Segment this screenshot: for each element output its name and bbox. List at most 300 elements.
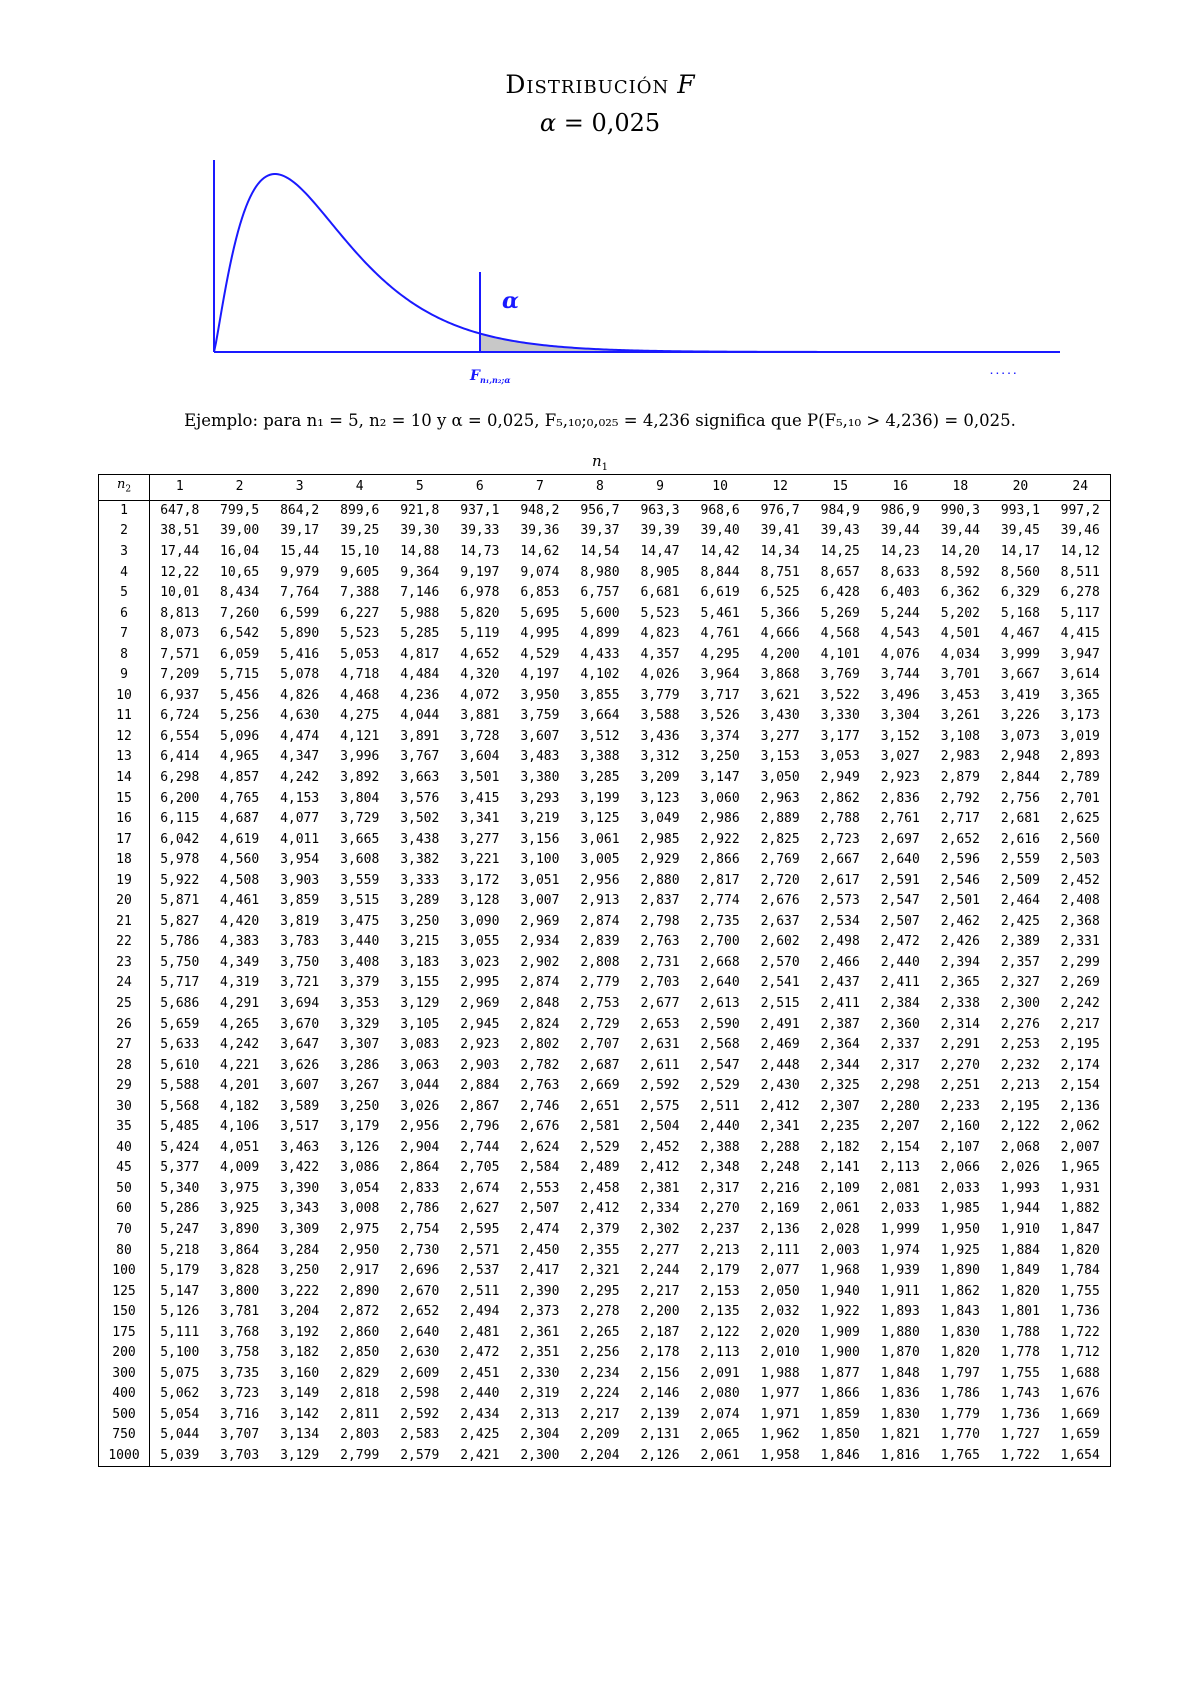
value-cell: 8,980 (580, 564, 620, 580)
table-row (99, 521, 1111, 542)
value-cell: 1,801 (1000, 1304, 1040, 1320)
table-row (99, 932, 1111, 953)
value-cell: 8,813 (160, 605, 200, 621)
n2-cell: 26 (99, 1014, 150, 1035)
value-cell: 4,265 (220, 1016, 260, 1032)
value-cell: 3,868 (760, 667, 800, 683)
table-row (99, 1096, 1111, 1117)
value-cell: 2,904 (400, 1139, 440, 1155)
value-cell: 2,798 (640, 913, 680, 929)
table-row (99, 1076, 1111, 1097)
value-cell: 3,475 (340, 913, 380, 929)
value-cell: 2,839 (580, 934, 620, 950)
value-cell: 2,440 (460, 1386, 500, 1402)
value-cell: 2,388 (700, 1139, 740, 1155)
value-cell: 3,501 (460, 769, 500, 785)
value-cell: 2,109 (820, 1180, 860, 1196)
value-cell: 1,676 (1050, 1384, 1110, 1405)
value-cell: 2,546 (940, 872, 980, 888)
value-cell: 4,153 (280, 790, 320, 806)
value-cell: 8,844 (700, 564, 740, 580)
value-cell: 2,789 (1050, 768, 1110, 789)
value-cell: 3,721 (280, 975, 320, 991)
value-cell: 2,969 (520, 913, 560, 929)
value-cell: 3,343 (280, 1201, 320, 1217)
value-cell: 3,647 (280, 1037, 320, 1053)
value-cell: 2,848 (520, 995, 560, 1011)
value-cell: 2,066 (940, 1160, 980, 1176)
value-cell: 2,390 (520, 1283, 560, 1299)
n2-cell: 5 (99, 583, 150, 604)
value-cell: 3,758 (220, 1345, 260, 1361)
value-cell: 2,669 (580, 1078, 620, 1094)
value-cell: 2,667 (820, 852, 860, 868)
value-cell: 4,291 (220, 995, 260, 1011)
n2-cell: 17 (99, 829, 150, 850)
value-cell: 1,712 (1050, 1343, 1110, 1364)
value-cell: 3,759 (520, 708, 560, 724)
value-cell: 3,250 (340, 1098, 380, 1114)
value-cell: 14,17 (1000, 543, 1040, 559)
value-cell: 2,836 (880, 790, 920, 806)
n1-column-header (0, 452, 1200, 473)
n1-header-16: 16 (870, 475, 930, 501)
value-cell: 1,993 (1000, 1180, 1040, 1196)
value-cell: 3,005 (580, 852, 620, 868)
f-distribution-table (98, 474, 1111, 1467)
value-cell: 3,950 (520, 687, 560, 703)
value-cell: 3,044 (400, 1078, 440, 1094)
value-cell: 2,568 (700, 1037, 740, 1053)
n2-cell: 100 (99, 1261, 150, 1282)
value-cell: 12,22 (160, 564, 200, 580)
value-cell: 2,074 (700, 1406, 740, 1422)
value-cell: 5,054 (160, 1406, 200, 1422)
value-cell: 2,321 (580, 1263, 620, 1279)
value-cell: 2,178 (640, 1345, 680, 1361)
value-cell: 2,136 (1050, 1096, 1110, 1117)
value-cell: 5,750 (160, 954, 200, 970)
value-cell: 2,975 (340, 1222, 380, 1237)
n1-header-5: 5 (390, 475, 450, 501)
value-cell: 5,922 (160, 872, 200, 888)
value-cell: 3,285 (580, 769, 620, 785)
value-cell: 2,430 (760, 1078, 800, 1094)
page-subtitle (0, 108, 1200, 138)
value-cell: 3,341 (460, 811, 500, 827)
table-row (99, 768, 1111, 789)
value-cell: 3,125 (580, 811, 620, 827)
value-cell: 14,20 (940, 543, 980, 559)
value-cell: 2,277 (640, 1242, 680, 1258)
value-cell: 2,440 (700, 1119, 740, 1135)
value-cell: 968,6 (700, 502, 740, 518)
value-cell: 2,135 (700, 1304, 740, 1320)
value-cell: 3,768 (220, 1324, 260, 1340)
value-cell: 1,722 (990, 1446, 1050, 1467)
value-cell: 2,434 (460, 1406, 500, 1422)
value-cell: 1,784 (1050, 1261, 1110, 1282)
value-cell: 1,770 (940, 1427, 980, 1443)
value-cell: 1,846 (810, 1446, 870, 1467)
value-cell: 8,905 (640, 564, 680, 580)
value-cell: 2,136 (760, 1222, 800, 1237)
value-cell: 2,880 (640, 872, 680, 888)
value-cell: 2,050 (760, 1283, 800, 1299)
value-cell: 39,40 (700, 523, 740, 539)
value-cell: 2,995 (460, 975, 500, 991)
value-cell: 4,200 (760, 646, 800, 662)
value-cell: 39,25 (340, 523, 380, 539)
value-cell: 2,504 (640, 1119, 680, 1135)
value-cell: 3,422 (280, 1160, 320, 1176)
n2-cell: 8 (99, 644, 150, 665)
n2-cell: 30 (99, 1096, 150, 1117)
value-cell: 2,700 (700, 934, 740, 950)
value-cell: 2,929 (640, 852, 680, 868)
value-cell: 4,011 (280, 831, 320, 847)
n2-cell: 25 (99, 994, 150, 1015)
value-cell: 2,507 (520, 1201, 560, 1217)
value-cell: 2,174 (1050, 1055, 1110, 1076)
value-cell: 5,715 (220, 667, 260, 683)
value-cell: 10,65 (220, 564, 260, 580)
n2-cell: 10 (99, 686, 150, 707)
value-cell: 4,718 (340, 667, 380, 683)
value-cell: 2,256 (580, 1345, 620, 1361)
value-cell: 2,676 (760, 893, 800, 909)
alpha-value: = 0,025 (563, 109, 661, 137)
table-row (99, 1322, 1111, 1343)
value-cell: 3,440 (340, 934, 380, 950)
value-cell: 4,415 (1050, 624, 1110, 645)
n2-cell: 16 (99, 809, 150, 830)
value-cell: 2,348 (700, 1160, 740, 1176)
value-cell: 2,412 (760, 1098, 800, 1114)
value-cell: 3,701 (940, 667, 980, 683)
value-cell: 2,360 (880, 1016, 920, 1032)
value-cell: 2,945 (460, 1016, 500, 1032)
n2-cell: 11 (99, 706, 150, 727)
density-curve (214, 174, 1050, 352)
value-cell: 2,681 (1000, 811, 1040, 827)
value-cell: 3,723 (220, 1386, 260, 1402)
value-cell: 1,820 (1050, 1240, 1110, 1261)
value-cell: 2,195 (1000, 1098, 1040, 1114)
value-cell: 2,466 (820, 954, 860, 970)
value-cell: 3,892 (340, 769, 380, 785)
value-cell: 2,956 (580, 872, 620, 888)
value-cell: 6,227 (340, 605, 380, 621)
value-cell: 17,44 (160, 543, 200, 559)
value-cell: 4,995 (520, 626, 560, 642)
value-cell: 3,947 (1050, 644, 1110, 665)
n2-cell: 19 (99, 870, 150, 891)
value-cell: 3,496 (880, 687, 920, 703)
value-cell: 6,115 (160, 811, 200, 827)
value-cell: 3,129 (270, 1446, 330, 1467)
value-cell: 39,44 (940, 523, 980, 539)
n2-cell: 45 (99, 1158, 150, 1179)
value-cell: 2,651 (580, 1098, 620, 1114)
value-cell: 2,233 (940, 1098, 980, 1114)
value-cell: 2,637 (760, 913, 800, 929)
value-cell: 899,6 (340, 502, 380, 518)
title-text: Distribución (505, 70, 670, 99)
value-cell: 2,344 (820, 1057, 860, 1073)
value-cell: 9,074 (520, 564, 560, 580)
value-cell: 1,910 (1000, 1222, 1040, 1237)
value-cell: 1,922 (820, 1304, 860, 1320)
value-cell: 2,763 (520, 1078, 560, 1094)
value-cell: 2,617 (820, 872, 860, 888)
value-cell: 1,999 (880, 1222, 920, 1237)
value-cell: 1,958 (750, 1446, 810, 1467)
table-row (99, 994, 1111, 1015)
value-cell: 14,88 (400, 543, 440, 559)
value-cell: 5,600 (580, 605, 620, 621)
value-cell: 2,687 (580, 1057, 620, 1073)
n1-subscript: 1 (601, 462, 609, 473)
value-cell: 2,153 (700, 1283, 740, 1299)
value-cell: 3,665 (340, 831, 380, 847)
value-cell: 2,182 (820, 1139, 860, 1155)
value-cell: 2,169 (760, 1201, 800, 1217)
value-cell: 2,425 (1000, 913, 1040, 929)
value-cell: 5,269 (820, 605, 860, 621)
value-cell: 2,515 (760, 995, 800, 1011)
value-cell: 3,522 (820, 687, 860, 703)
value-cell: 14,47 (640, 543, 680, 559)
value-cell: 1,820 (940, 1345, 980, 1361)
table-row (99, 665, 1111, 686)
value-cell: 2,729 (580, 1016, 620, 1032)
value-cell: 1,847 (1050, 1220, 1110, 1241)
value-cell: 4,508 (220, 872, 260, 888)
value-cell: 2,032 (760, 1304, 800, 1320)
f-density-figure (200, 160, 1060, 400)
value-cell: 3,576 (400, 790, 440, 806)
value-cell: 2,547 (880, 893, 920, 909)
n1-header-10: 10 (690, 475, 750, 501)
value-cell: 5,871 (160, 893, 200, 909)
value-cell: 1,977 (760, 1386, 800, 1402)
table-row (99, 1261, 1111, 1282)
value-cell: 4,106 (220, 1119, 260, 1135)
value-cell: 5,633 (160, 1037, 200, 1053)
value-cell: 3,222 (280, 1283, 320, 1299)
table-row (99, 727, 1111, 748)
value-cell: 3,250 (280, 1263, 320, 1279)
value-cell: 7,388 (340, 585, 380, 601)
value-cell: 3,430 (760, 708, 800, 724)
value-cell: 3,996 (340, 749, 380, 765)
value-cell: 3,589 (280, 1098, 320, 1114)
alpha-symbol: α (539, 109, 557, 137)
value-cell: 4,044 (400, 708, 440, 724)
value-cell: 2,874 (520, 975, 560, 991)
value-cell: 3,729 (340, 811, 380, 827)
table-row (99, 603, 1111, 624)
value-cell: 4,034 (940, 646, 980, 662)
value-cell: 2,507 (880, 913, 920, 929)
value-cell: 8,560 (1000, 564, 1040, 580)
value-cell: 4,077 (280, 811, 320, 827)
value-cell: 3,954 (280, 852, 320, 868)
value-cell: 2,541 (760, 975, 800, 991)
value-cell: 2,437 (820, 975, 860, 991)
value-cell: 2,640 (880, 852, 920, 868)
value-cell: 2,491 (760, 1016, 800, 1032)
value-cell: 1,939 (880, 1263, 920, 1279)
value-cell: 2,020 (760, 1324, 800, 1340)
value-cell: 2,139 (640, 1406, 680, 1422)
value-cell: 39,44 (880, 523, 920, 539)
value-cell: 948,2 (520, 502, 560, 518)
value-cell: 4,560 (220, 852, 260, 868)
value-cell: 1,944 (1000, 1201, 1040, 1217)
n1-header-4: 4 (330, 475, 390, 501)
alpha-tail-area (480, 334, 1050, 352)
value-cell: 3,999 (1000, 646, 1040, 662)
table-row (99, 1302, 1111, 1323)
value-cell: 2,269 (1050, 973, 1110, 994)
value-cell: 5,424 (160, 1139, 200, 1155)
value-cell: 5,285 (400, 626, 440, 642)
n2-subscript: 2 (125, 484, 132, 495)
value-cell: 2,361 (520, 1324, 560, 1340)
value-cell: 5,695 (520, 605, 560, 621)
value-cell: 2,867 (460, 1098, 500, 1114)
value-cell: 2,746 (520, 1098, 560, 1114)
value-cell: 2,010 (760, 1345, 800, 1361)
value-cell: 3,890 (220, 1222, 260, 1237)
value-cell: 1,659 (1050, 1425, 1110, 1446)
value-cell: 2,697 (880, 831, 920, 847)
value-cell: 5,988 (400, 605, 440, 621)
value-cell: 2,529 (580, 1139, 620, 1155)
value-cell: 1,816 (870, 1446, 930, 1467)
value-cell: 3,007 (520, 893, 560, 909)
value-cell: 14,25 (820, 543, 860, 559)
value-cell: 3,975 (220, 1180, 260, 1196)
value-cell: 937,1 (460, 502, 500, 518)
table-row (99, 1446, 1111, 1467)
value-cell: 5,827 (160, 913, 200, 929)
value-cell: 2,003 (820, 1242, 860, 1258)
value-cell: 2,825 (760, 831, 800, 847)
value-cell: 4,823 (640, 626, 680, 642)
value-cell: 647,8 (160, 502, 200, 518)
value-cell: 2,860 (340, 1324, 380, 1340)
value-cell: 2,950 (340, 1242, 380, 1258)
value-cell: 1,736 (1050, 1302, 1110, 1323)
value-cell: 3,182 (280, 1345, 320, 1361)
value-cell: 1,788 (1000, 1324, 1040, 1340)
value-cell: 2,411 (880, 975, 920, 991)
value-cell: 3,226 (1000, 708, 1040, 724)
n2-cell: 22 (99, 932, 150, 953)
value-cell: 4,072 (460, 687, 500, 703)
value-cell: 14,23 (880, 543, 920, 559)
value-cell: 2,503 (1050, 850, 1110, 871)
value-cell: 4,965 (220, 749, 260, 765)
value-cell: 4,009 (220, 1160, 260, 1176)
value-cell: 3,293 (520, 790, 560, 806)
value-cell: 2,985 (640, 831, 680, 847)
value-cell: 2,670 (400, 1283, 440, 1299)
value-cell: 3,663 (400, 769, 440, 785)
value-cell: 1,778 (1000, 1345, 1040, 1361)
n2-cell: 23 (99, 953, 150, 974)
value-cell: 5,062 (160, 1386, 200, 1402)
value-cell: 2,237 (700, 1222, 740, 1237)
value-cell: 6,403 (880, 585, 920, 601)
n2-cell: 21 (99, 912, 150, 933)
value-cell: 2,874 (580, 913, 620, 929)
value-cell: 2,829 (340, 1365, 380, 1381)
value-cell: 1,880 (880, 1324, 920, 1340)
value-cell: 3,051 (520, 872, 560, 888)
value-cell: 2,331 (1050, 932, 1110, 953)
value-cell: 6,542 (220, 626, 260, 642)
value-cell: 2,474 (520, 1222, 560, 1237)
value-cell: 5,247 (160, 1222, 200, 1237)
value-cell: 921,8 (400, 502, 440, 518)
value-cell: 3,800 (220, 1283, 260, 1299)
value-cell: 3,703 (210, 1446, 270, 1467)
value-cell: 2,417 (520, 1263, 560, 1279)
value-cell: 3,173 (1050, 706, 1110, 727)
value-cell: 2,334 (640, 1201, 680, 1217)
value-cell: 2,187 (640, 1324, 680, 1340)
value-cell: 2,357 (1000, 954, 1040, 970)
value-cell: 3,221 (460, 852, 500, 868)
value-cell: 5,523 (640, 605, 680, 621)
value-cell: 2,498 (820, 934, 860, 950)
value-cell: 2,744 (460, 1139, 500, 1155)
value-cell: 1,836 (880, 1386, 920, 1402)
table-row (99, 644, 1111, 665)
value-cell: 2,717 (940, 811, 980, 827)
value-cell: 39,00 (220, 523, 260, 539)
table-row (99, 1240, 1111, 1261)
value-cell: 2,270 (940, 1057, 980, 1073)
value-cell: 2,866 (700, 852, 740, 868)
value-cell: 2,288 (760, 1139, 800, 1155)
value-cell: 1,870 (880, 1345, 920, 1361)
value-cell: 2,494 (460, 1304, 500, 1320)
value-cell: 6,724 (160, 708, 200, 724)
value-cell: 3,219 (520, 811, 560, 827)
value-cell: 2,299 (1050, 953, 1110, 974)
value-cell: 3,903 (280, 872, 320, 888)
value-cell: 3,027 (880, 749, 920, 765)
value-cell: 2,317 (880, 1057, 920, 1073)
value-cell: 1,893 (880, 1304, 920, 1320)
value-cell: 3,819 (280, 913, 320, 929)
value-cell: 2,584 (520, 1160, 560, 1176)
value-cell: 39,17 (280, 523, 320, 539)
n2-cell: 80 (99, 1240, 150, 1261)
value-cell: 3,008 (340, 1201, 380, 1217)
value-cell: 2,131 (640, 1427, 680, 1443)
value-cell: 2,611 (640, 1057, 680, 1073)
value-cell: 3,152 (880, 728, 920, 744)
value-cell: 1,971 (760, 1406, 800, 1422)
value-cell: 2,080 (700, 1386, 740, 1402)
value-cell: 6,978 (460, 585, 500, 601)
